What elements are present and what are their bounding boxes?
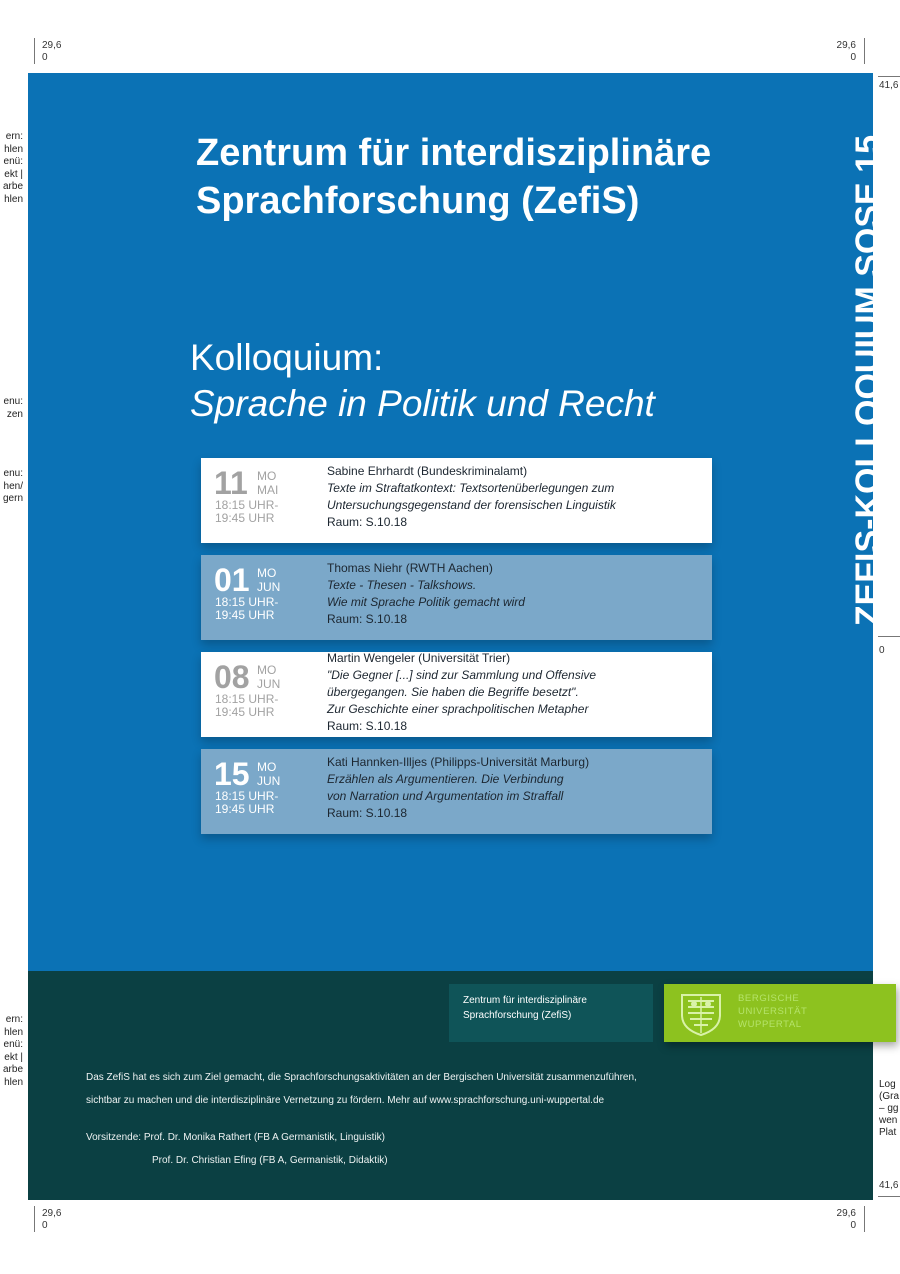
event-day: 08 <box>214 659 250 695</box>
event-time: 18:15 UHR- 19:45 UHR <box>215 595 279 622</box>
margin-note-left-4: ern: hlen enü: ekt | arbe hlen <box>2 1014 23 1088</box>
footer-chair: Vorsitzende: Prof. Dr. Monika Rathert (FB A Germanistik, Linguistik) <box>86 1132 386 1143</box>
margin-note-left-2: enu: zen <box>3 396 23 420</box>
event-title-line: übergegangen. Sie haben die Begriffe besetzt". <box>327 685 579 699</box>
event-day: 01 <box>214 562 250 598</box>
event-room: Raum: S.10.18 <box>327 806 408 820</box>
poster <box>28 73 887 1200</box>
event-room: Raum: S.10.18 <box>327 515 408 529</box>
university-name: BERGISCHE UNIVERSITÄT WUPPERTAL <box>738 993 808 1030</box>
event-month: JUN <box>257 774 281 788</box>
event-card <box>201 555 712 640</box>
event-card <box>201 652 712 737</box>
event-speaker: Sabine Ehrhardt (Bundeskriminalamt) <box>327 464 528 478</box>
event-room: Raum: S.10.18 <box>327 719 408 733</box>
guide-label-right-mid: 0 <box>879 645 885 656</box>
event-title-line: Zur Geschichte einer sprachpolitischen Metapher <box>327 702 589 716</box>
zefis-logo-box: Zentrum für interdisziplinäre Sprachforschung (ZefiS) <box>449 984 653 1042</box>
event-details <box>327 560 709 628</box>
kolloquium-topic: Sprache in Politik und Recht <box>190 383 655 424</box>
event-title-line: Texte - Thesen - Talkshows. <box>327 578 477 592</box>
poster-title: Zentrum für interdisziplinäre Sprachforschung (ZefiS) <box>196 132 712 222</box>
event-details <box>327 754 709 822</box>
event-weekday: MO <box>257 469 277 483</box>
guide-label-right-top: 41,6 <box>879 80 899 91</box>
margin-note-left-1: ern: hlen enü: ekt | arbe hlen <box>2 131 23 205</box>
event-time: 18:15 UHR- 19:45 UHR <box>215 498 279 525</box>
event-title-line: von Narration und Argumentation im Straffall <box>327 789 564 803</box>
footer-description: Das ZefiS hat es sich zum Ziel gemacht, die Sprachforschungsaktivitäten an der Bergischen Universität zusammenzuführen, <box>86 1072 637 1083</box>
side-title-vertical: ZEFIS-KOLLOQUIUM SOSE 15 <box>849 135 887 627</box>
footer-description: sichtbar zu machen und die interdisziplinäre Vernetzung zu fördern. Mehr auf www.sprachforschung.uni-wuppertal.de <box>86 1095 605 1106</box>
university-logo-box <box>664 984 896 1042</box>
event-details <box>327 650 709 735</box>
guide-line-right-top <box>878 76 900 77</box>
coat-of-arms-icon <box>676 989 726 1037</box>
poster-footer <box>28 971 873 1200</box>
event-speaker: Martin Wengeler (Universität Trier) <box>327 651 511 665</box>
event-title-line: "Die Gegner [...] sind zur Sammlung und Offensive <box>327 668 597 682</box>
event-weekday: MO <box>257 760 277 774</box>
event-title-line: Untersuchungsgegenstand der forensischen Linguistik <box>327 498 616 512</box>
event-month: JUN <box>257 677 281 691</box>
event-weekday: MO <box>257 566 277 580</box>
event-day: 11 <box>214 465 248 501</box>
event-time: 18:15 UHR- 19:45 UHR <box>215 789 279 816</box>
event-list <box>201 458 712 846</box>
margin-note-right: Log (Gra – gg wen Plat <box>879 1079 899 1138</box>
event-month: JUN <box>257 580 281 594</box>
event-room: Raum: S.10.18 <box>327 612 408 626</box>
kolloquium-heading: Kolloquium: Sprache in Politik und Recht <box>190 335 655 427</box>
event-speaker: Kati Hannken-Illjes (Philipps-Universität Marburg) <box>327 755 590 769</box>
guide-line-right-bottom <box>878 1196 900 1197</box>
event-title-line: Erzählen als Argumentieren. Die Verbindung <box>327 772 564 786</box>
event-weekday: MO <box>257 663 277 677</box>
footer-chair: Prof. Dr. Christian Efing (FB A, Germanistik, Didaktik) <box>152 1155 388 1166</box>
event-details <box>327 463 709 531</box>
event-speaker: Thomas Niehr (RWTH Aachen) <box>327 561 493 575</box>
event-card <box>201 458 712 543</box>
event-month: MAI <box>257 483 279 497</box>
guide-label-right-bottom: 41,6 <box>879 1180 899 1191</box>
event-title-line: Texte im Straftatkontext: Textsortenüberlegungen zum <box>327 481 615 495</box>
event-day: 15 <box>214 756 250 792</box>
margin-note-left-3: enu: hen/ gern <box>2 468 23 504</box>
event-card <box>201 749 712 834</box>
event-title-line: Wie mit Sprache Politik gemacht wird <box>327 595 525 609</box>
event-time: 18:15 UHR- 19:45 UHR <box>215 692 279 719</box>
